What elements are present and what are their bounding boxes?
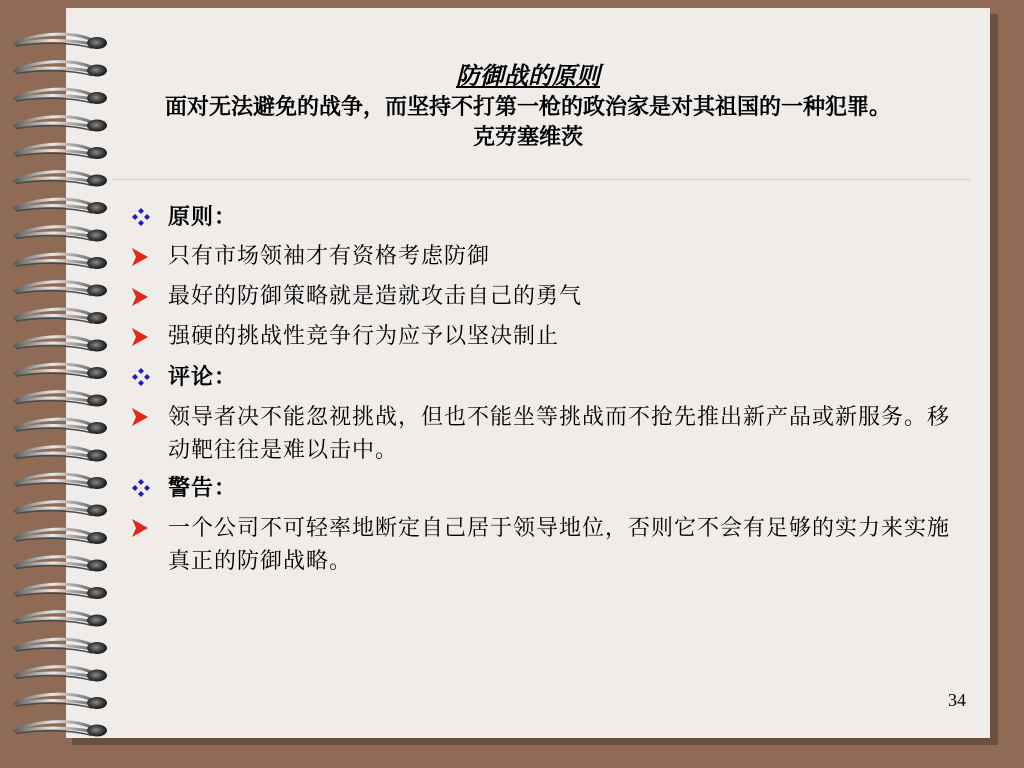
list-item: [132, 278, 952, 316]
binding-ring: [14, 502, 107, 517]
list-item: [132, 509, 952, 578]
bullet-text: 领导者决不能忽视挑战，但也不能坐等挑战而不抢先推出新产品或新服务。移动靶往往是难以击中。: [168, 405, 951, 463]
bullet-list: [132, 198, 952, 580]
binding-ring: [14, 722, 107, 737]
bullet-text: 最好的防御策略就是造就攻击自己的勇气: [168, 284, 583, 309]
list-item: [132, 238, 952, 276]
section-header-comments: 评论：: [168, 364, 238, 390]
binding-ring: [14, 474, 107, 489]
binding-ring: [14, 639, 107, 654]
binding-ring: [14, 392, 107, 407]
diamond-cluster-icon: [132, 358, 168, 396]
binding-ring: [14, 254, 107, 269]
list-item: [132, 469, 952, 507]
slide-title: 防御战的原则: [456, 64, 600, 90]
bullet-text: 只有市场领袖才有资格考虑防御: [168, 244, 491, 269]
title-divider: [112, 179, 970, 180]
binding-ring: [14, 667, 107, 682]
list-item: [132, 318, 952, 356]
quote-author: 克劳塞维茨: [472, 124, 583, 149]
diamond-cluster-icon: [132, 198, 168, 236]
list-item: [132, 398, 952, 467]
binding-ring: [14, 282, 107, 297]
binding-ring: [14, 529, 107, 544]
section-header-principles: 原则：: [168, 204, 238, 230]
binding-ring: [14, 557, 107, 572]
binding-ring: [14, 364, 107, 379]
bullet-text: 一个公司不可轻率地断定自己居于领导地位，否则它不会有足够的实力来实施真正的防御战略。: [168, 516, 951, 574]
binding-ring: [14, 227, 107, 242]
binding-ring: [14, 612, 107, 627]
arrowhead-icon: [132, 509, 168, 547]
arrowhead-icon: [132, 278, 168, 316]
title-block: [66, 62, 990, 152]
binding-ring: [14, 419, 107, 434]
binding-ring: [14, 34, 107, 49]
arrowhead-icon: [132, 238, 168, 276]
binding-ring: [14, 337, 107, 352]
section-header-warning: 警告：: [168, 475, 238, 501]
list-item: [132, 358, 952, 396]
bullet-text: 强硬的挑战性竞争行为应予以坚决制止: [168, 324, 560, 349]
binding-ring: [14, 172, 107, 187]
binding-ring: [14, 694, 107, 709]
page-number: 34: [948, 690, 966, 710]
list-item: [132, 198, 952, 236]
slide-quote: 面对无法避免的战争，而坚持不打第一枪的政治家是对其祖国的一种犯罪。: [164, 94, 891, 119]
diamond-cluster-icon: [132, 469, 168, 507]
binding-ring: [14, 584, 107, 599]
binding-ring: [14, 199, 107, 214]
binding-ring: [14, 447, 107, 462]
arrowhead-icon: [132, 398, 168, 436]
binding-ring: [14, 309, 107, 324]
arrowhead-icon: [132, 318, 168, 356]
